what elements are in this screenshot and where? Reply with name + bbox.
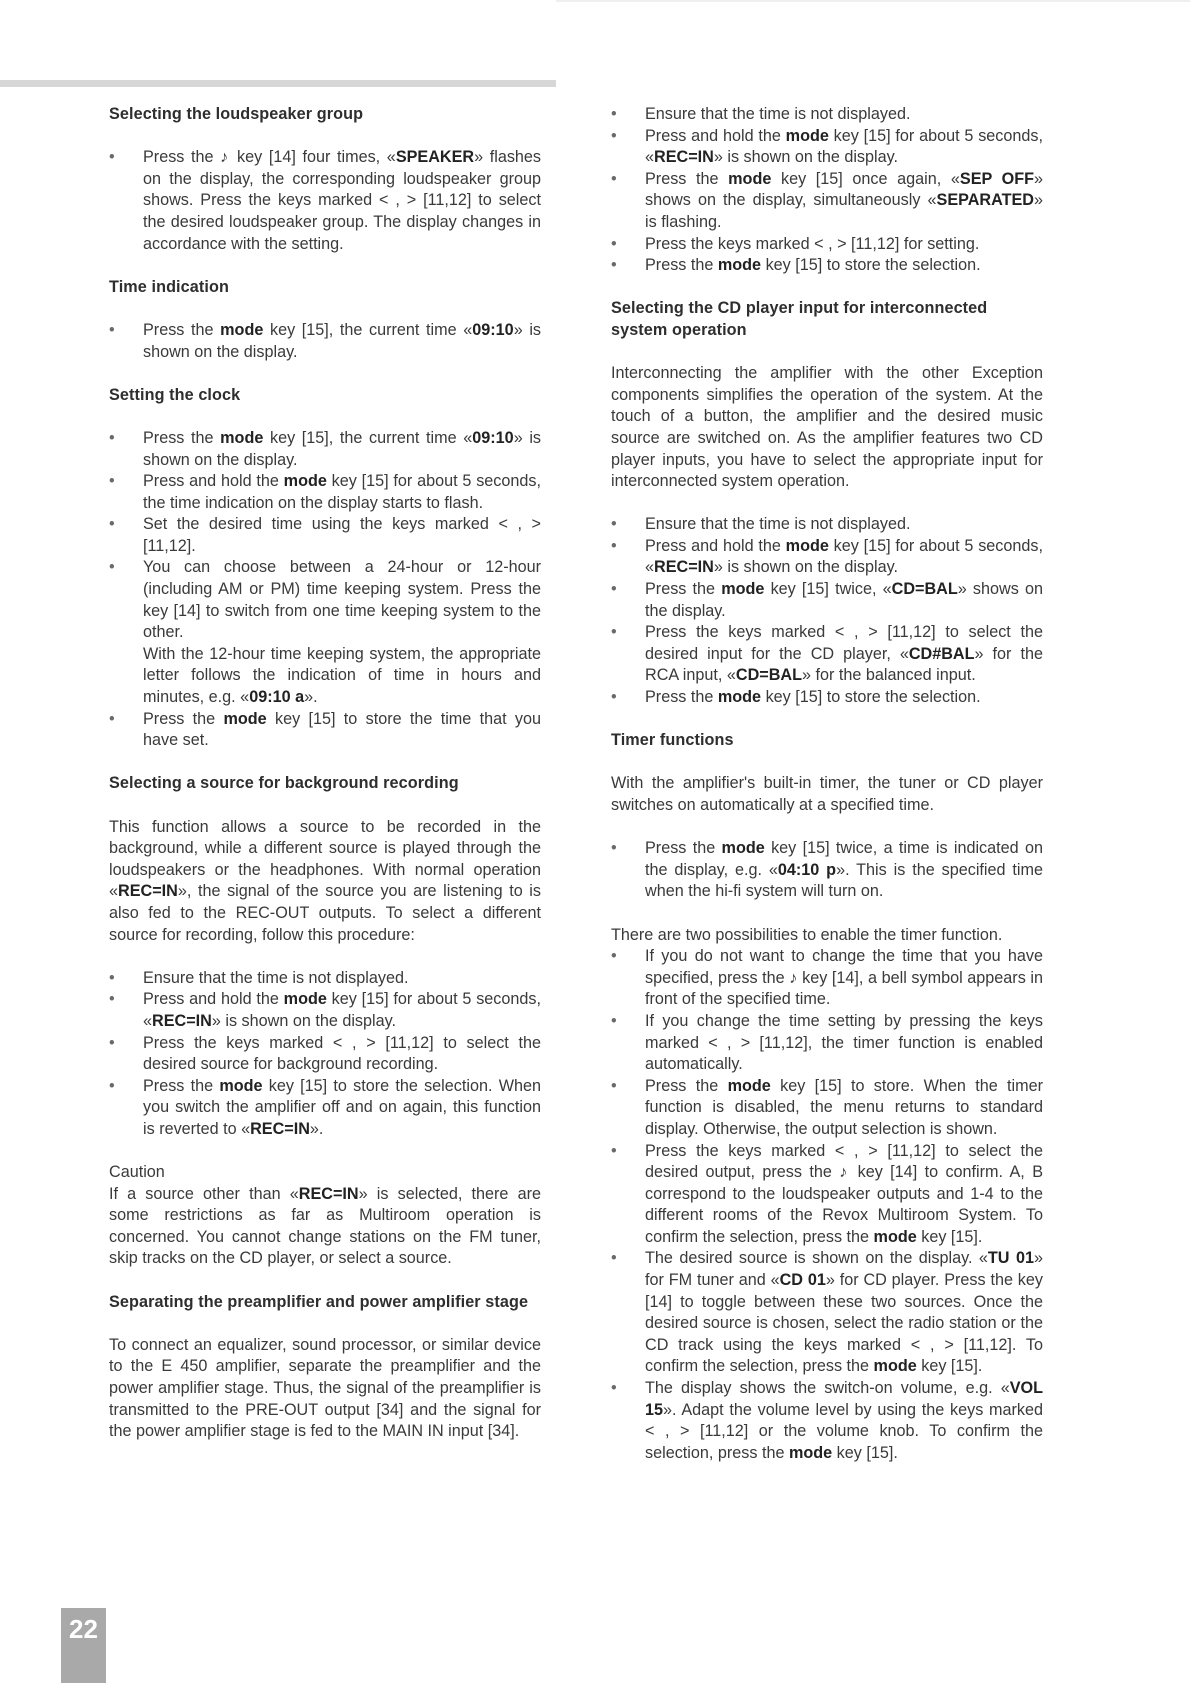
list-item: • Press the keys marked < , > [11,12] to select the desired output, press the ♪ key [14] to confirm. A, B correspond to the loudspeaker outputs and 1-4 to the different rooms of the Revox Multiroom System. To confirm the selection, press the mode key [15]. xyxy=(611,1141,1043,1249)
list-item: • Ensure that the time is not displayed. xyxy=(109,968,541,990)
list-item: • Press the keys marked < , > [11,12] to select the desired source for background recording. xyxy=(109,1033,541,1076)
list-item: • Press the mode key [15] to store the selection. xyxy=(611,687,1043,709)
list-item: • If you do not want to change the time that you have specified, press the ♪ key [14], a bell symbol appears in front of the specified time. xyxy=(611,946,1043,1011)
heading-cd-input: Selecting the CD player input for interconnected system operation xyxy=(611,299,988,339)
list-item: • Press the mode key [15], the current time «09:10» is shown on the display. xyxy=(109,320,541,363)
list-item: • Press the mode key [15] to store the selection. xyxy=(611,255,1043,277)
list-item: • Press the mode key [15] to store the time that you have set. xyxy=(109,709,541,752)
top-edge-line xyxy=(556,0,1190,2)
heading-background-recording: Selecting a source for background recording xyxy=(109,774,459,793)
list-item: • Press the mode key [15], the current time «09:10» is shown on the display. xyxy=(109,428,541,471)
list-item: • You can choose between a 24-hour or 12-hour (including AM or PM) time keeping system. Press the key [14] to switch from one time keeping system to the other. With the 12-hour time keeping system, the appropriate letter follows the indication of time in hours and minutes, e.g. «09:10 a». xyxy=(109,557,541,708)
page-number-tab xyxy=(61,1608,106,1683)
list-item: • Press the mode key [15] to store the selection. When you switch the amplifier off and on again, this function is reverted to «REC=IN». xyxy=(109,1076,541,1141)
background-paragraph: This function allows a source to be recorded in the background, while a different source is played through the loudspeakers or the headphones. With normal operation «REC=IN», the signal of the source you are listening to is also fed to the REC-OUT outputs. To select a different source for recording, follow this procedure: xyxy=(109,817,541,944)
bell-key-icon: ♪ xyxy=(220,148,231,167)
loudspeaker-list xyxy=(109,147,541,255)
list-item: • Set the desired time using the keys marked < , > [11,12]. xyxy=(109,514,541,557)
header-rule xyxy=(0,80,556,87)
cd-list xyxy=(611,514,1043,708)
separating-steps-list xyxy=(611,104,1043,277)
list-item: • Press the keys marked < , > [11,12] for setting. xyxy=(611,234,1043,256)
list-item: • Press and hold the mode key [15] for about 5 seconds, the time indication on the display starts to flash. xyxy=(109,471,541,514)
list-item: • Press the mode key [15] twice, a time is indicated on the display, e.g. «04:10 p». This is the specified time when the hi-fi system will turn on. xyxy=(611,838,1043,903)
list-item: • Ensure that the time is not displayed. xyxy=(611,104,1043,126)
list-item: • Press the ♪ key [14] four times, «SPEAKER» flashes on the display, the corresponding loudspeaker group shows. Press the keys marked < , > [11,12] to select the desired loudspeaker group. The display changes in accordance with the setting. xyxy=(109,147,541,255)
caution-paragraph: If a source other than «REC=IN» is selected, there are some restrictions as far as Multiroom operation is concerned. You cannot change stations on the FM tuner, skip tracks on the CD player, or select a source. xyxy=(109,1184,541,1268)
timer-paragraph: With the amplifier's built-in timer, the tuner or CD player switches on automatically at a specified time. xyxy=(611,774,1043,814)
list-item: • The display shows the switch-on volume, e.g. «VOL 15». Adapt the volume level by using the keys marked < , > [11,12] or the volume knob. To confirm the selection, press the mode key [15]. xyxy=(611,1378,1043,1464)
bell-key-icon: ♪ xyxy=(839,1163,851,1182)
clock-list xyxy=(109,428,541,752)
left-column xyxy=(109,104,541,1443)
list-item: • Press and hold the mode key [15] for about 5 seconds, «REC=IN» is shown on the display. xyxy=(109,989,541,1032)
background-list xyxy=(109,968,541,1141)
list-item: • Press the keys marked < , > [11,12] to select the desired input for the CD player, «CD#BAL» for the RCA input, «CD=BAL» for the balanced input. xyxy=(611,622,1043,687)
separating-paragraph: To connect an equalizer, sound processor, or similar device to the E 450 amplifier, separate the preamplifier and the power amplifier stage. Thus, the signal of the preamplifier is transmitted to the PRE-OUT output [34] and the signal for the power amplifier stage is fed to the MAIN IN input [34]. xyxy=(109,1335,541,1441)
list-item: • Ensure that the time is not displayed. xyxy=(611,514,1043,536)
list-item: • If you change the time setting by pressing the keys marked < , > [11,12], the timer function is enabled automatically. xyxy=(611,1011,1043,1076)
list-item: • Press and hold the mode key [15] for about 5 seconds, «REC=IN» is shown on the display. xyxy=(611,536,1043,579)
list-item: • Press the mode key [15] twice, «CD=BAL» shows on the display. xyxy=(611,579,1043,622)
timer-list-2 xyxy=(611,946,1043,1464)
timer-intro: There are two possibilities to enable the timer function. xyxy=(611,925,1003,944)
caution-title: Caution xyxy=(109,1163,165,1182)
heading-setting-clock: Setting the clock xyxy=(109,385,241,404)
bell-key-icon: ♪ xyxy=(789,968,798,987)
heading-separating: Separating the preamplifier and power amplifier stage xyxy=(109,1292,529,1311)
heading-timer: Timer functions xyxy=(611,731,734,750)
list-item: • The desired source is shown on the display. «TU 01» for FM tuner and «CD 01» for CD player. Press the key [14] to toggle between these two sources. Once the desired source is chosen, select the radio station or the CD track using the keys marked < , > [11,12]. To confirm the selection, press the mode key [15]. xyxy=(611,1248,1043,1378)
list-item: • Press and hold the mode key [15] for about 5 seconds, «REC=IN» is shown on the display. xyxy=(611,126,1043,169)
heading-loudspeaker: Selecting the loudspeaker group xyxy=(109,105,364,123)
heading-time-indication: Time indication xyxy=(109,277,229,296)
list-item: • Press the mode key [15] to store. When the timer function is disabled, the menu returns to standard display. Otherwise, the output selection is shown. xyxy=(611,1076,1043,1141)
timer-list-1 xyxy=(611,838,1043,903)
list-item: • Press the mode key [15] once again, «SEP OFF» shows on the display, simultaneously «SEPARATED» is flashing. xyxy=(611,169,1043,234)
right-column xyxy=(611,104,1043,1464)
time-indication-list xyxy=(109,320,541,363)
cd-paragraph: Interconnecting the amplifier with the other Exception components simplifies the operation of the system. At the touch of a button, the amplifier and the desired music source are switched on. As the amplifier features two CD player inputs, you have to select the appropriate input for interconnected system operation. xyxy=(611,364,1043,491)
page-number: 22 xyxy=(69,1614,98,1644)
